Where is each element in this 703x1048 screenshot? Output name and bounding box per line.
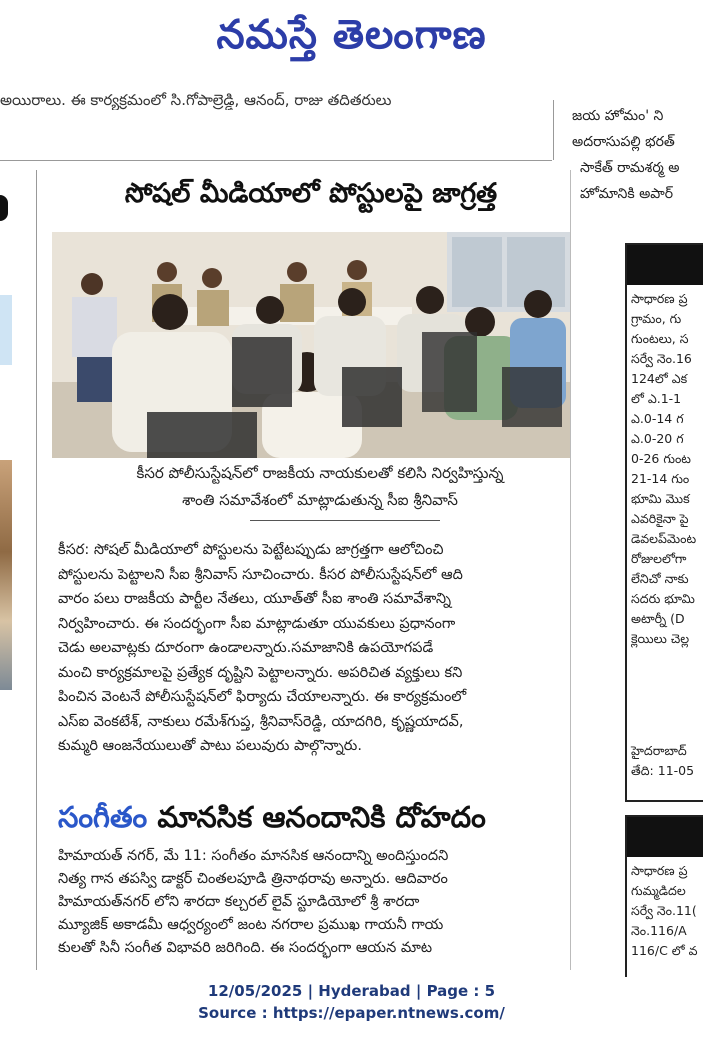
notice-line: అటార్నీ (D: [631, 611, 685, 626]
caption-line: కీసర పోలీసుస్టేషన్‌లో రాజకీయ నాయకులతో కలిసి నిర్వహిస్తున్న: [136, 464, 504, 482]
body-line: ఎస్ఐ వెంకటేశ్, నాకులు రమేశ్‌గుప్త, శ్రీనివాస్‌రెడ్డి, యాదగిరి, కృష్ణయాదవ్,: [58, 713, 464, 730]
caption-underline: [250, 520, 440, 521]
notice-line: గ్రామం, గు: [631, 311, 682, 326]
notice-line: 124లో ఎక: [631, 371, 688, 386]
notice-line: సదరు భూమి: [631, 591, 695, 606]
source-link[interactable]: Source : https://epaper.ntnews.com/: [198, 1004, 505, 1022]
notice-line: ఎ.0-20 గ: [631, 431, 684, 446]
body-line: పోస్టులను పెట్టాలని సీఐ శ్రీనివాస్ సూచించారు. కీసర పోలీసుస్టేషన్‌లో ఆది: [58, 566, 463, 583]
photo-caption: [80, 460, 560, 514]
neighbor-article-fragment: [0, 195, 8, 221]
neighbor-photo-fragment: [0, 460, 12, 690]
notice-line: సర్వే నెం.16: [631, 351, 692, 366]
notice-line: భూమి మొక: [631, 491, 690, 506]
legal-notice-box-2: [625, 815, 703, 977]
notice-line: గుంటలు, స: [631, 331, 689, 346]
body-line: కుమ్మరి ఆంజనేయులుతో పాటు పలువురు పాల్గొన్నారు.: [58, 738, 362, 754]
notice-line: సర్వే నెం.11(: [631, 903, 697, 918]
notice-header-bar: [627, 817, 703, 857]
article2-headline: [58, 800, 568, 842]
notice-line: 0-26 గుంట: [631, 451, 691, 466]
notice-line: 21-14 గుం: [631, 471, 690, 486]
body-line: హిమాయత్‌నగర్ లోని శారదా కల్చరల్ లైవ్ స్టూడియోలో శ్రీ శారదా: [58, 894, 420, 910]
notice-line: ఎవరికైనా పై: [631, 511, 689, 526]
notice-header-bar: [627, 245, 703, 285]
headline-rest: మానసిక ఆనందానికి దోహదం: [157, 800, 486, 834]
article-headline: సోషల్ మీడియాలో పోస్టులపై జాగ్రత్త: [124, 178, 498, 209]
notice-line: 116/C లో వ: [631, 943, 698, 958]
notice-line: సాధారణ ప్ర: [631, 291, 688, 306]
body-line: మంచి కార్యక్రమాలపై ప్రత్యేక దృష్టిని పెట్టాలన్నారు. అపరిచిత వ్యక్తులు కని: [58, 664, 463, 681]
column-divider: [553, 100, 554, 160]
notice-line: హైదరాబాద్: [631, 743, 687, 758]
notice-line: క్లెయిలు చెల్ల: [631, 631, 690, 646]
article2-body: [58, 845, 568, 960]
notice-line: డెవలప్‌మెంట: [631, 531, 697, 546]
masthead: [0, 0, 703, 80]
newspaper-logo: నమస్తే తెలంగాణ: [216, 12, 487, 58]
page-footer: [0, 980, 703, 1024]
body-line: పించిన వెంటనే పోలీసుస్టేషన్‌లో ఫిర్యాదు చేయాలన్నారు. ఈ కార్యక్రమంలో: [58, 689, 467, 705]
column-divider-left: [36, 170, 37, 970]
right-column-line: సాకేత్ రామశర్మ అ: [580, 160, 680, 176]
right-column-line: హోమానికి అపార్: [580, 186, 674, 202]
body-line: నిర్వహించారు. ఈ సందర్భంగా సీఐ మాట్లాడుతూ యువకులు ప్రధానంగా: [58, 615, 456, 632]
body-line: మ్యూజిక్ అకాడమీ ఆధ్వర్యంలో జంట నగరాల ప్రముఖ గాయనీ గాయ: [58, 917, 444, 933]
body-line: కులతో సినీ సంగీత విభావరి జరిగింది. ఈ సందర్భంగా ఆయన మాట: [58, 940, 433, 956]
body-line: హిమాయత్ నగర్, మే 11: సంగీతం మానసిక ఆనందాన్ని అందిస్తుందని: [58, 848, 449, 864]
article-body: [58, 538, 568, 759]
notice-line: తేది: 11-05: [631, 763, 695, 778]
body-line: వారం పలు రాజకీయ పార్టీల నేతలు, యూత్‌తో సీఐ శాంతి సమావేశాన్ని: [58, 591, 451, 607]
right-column-line: అదరాసుపల్లి భరత్: [572, 134, 675, 150]
body-line: చెడు అలవాట్లకు దూరంగా ఉండాలన్నారు.సమాజానికి ఉపయోగపడే: [58, 640, 434, 656]
notice-line: ఎ.0-14 గ: [631, 411, 684, 426]
notice-line: సాధారణ ప్ర: [631, 863, 688, 878]
legal-notice-box: [625, 243, 703, 802]
notice-line: గుమ్మడిదల: [631, 883, 686, 898]
notice-line: రోజులలోగా: [631, 551, 687, 566]
column-divider-right: [570, 170, 571, 970]
notice-line: లో ఎ.1-1: [631, 391, 682, 406]
notice-line: నెం.116/A: [631, 923, 687, 938]
notice-line: లేనిచో నాకు: [631, 571, 689, 586]
headline-accent-word: సంగీతం: [58, 800, 148, 834]
caption-line: శాంతి సమావేశంలో మాట్లాడుతున్న సీఐ శ్రీనివాస్: [182, 491, 458, 509]
right-column-line: జయ హోమం' ని: [572, 108, 664, 124]
section-divider: [0, 160, 552, 161]
neighbor-box-fragment: [0, 295, 12, 365]
body-line: నిత్య గాన తపస్వి డాక్టర్ చింతలపూడి త్రినాథరావు అన్నారు. ఆదివారం: [58, 871, 448, 887]
meeting-photo-illustration: [52, 232, 570, 458]
body-line: కీసర: సోషల్ మీడియాలో పోస్టులను పెట్టేటప్పుడు జాగ్రత్తగా ఆలోచించి: [58, 542, 444, 558]
previous-article-fragment: అయిరాలు. ఈ కార్యక్రమంలో సి.గోపాల్రెడ్డి, ఆనంద్, రాజు తదితరులు: [0, 91, 392, 109]
article-photo: [52, 232, 570, 458]
edition-info: 12/05/2025 | Hyderabad | Page : 5: [207, 982, 496, 1000]
